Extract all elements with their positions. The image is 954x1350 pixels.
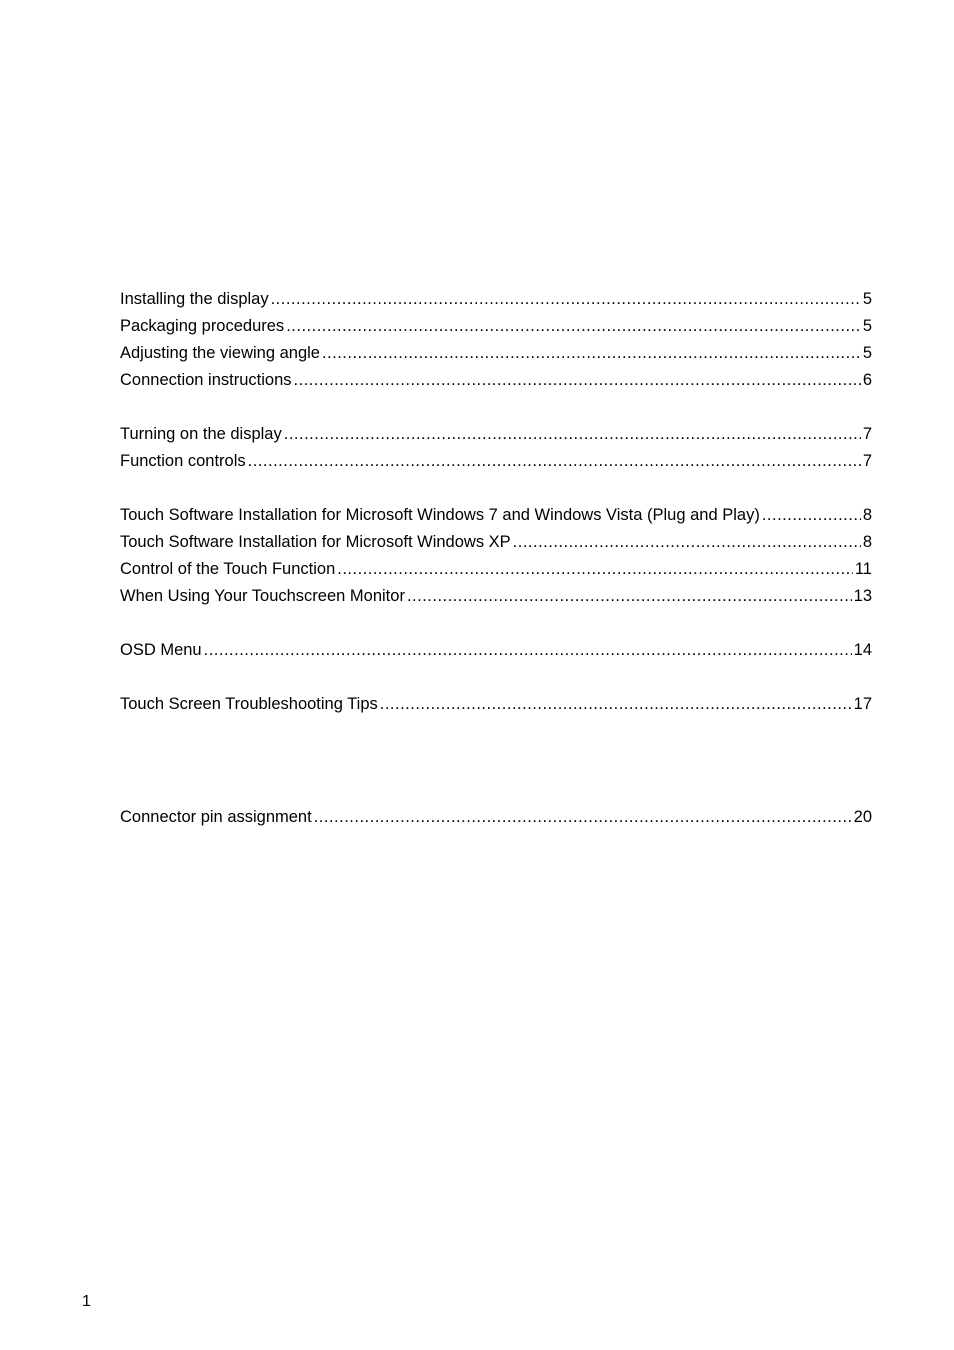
- toc-entry-title: Packaging procedures: [120, 317, 285, 335]
- toc-entry-title: Function controls: [120, 452, 246, 470]
- toc-entry-title: When Using Your Touchscreen Monitor: [120, 587, 405, 605]
- toc-entry-title: Touch Screen Troubleshooting Tips: [120, 695, 378, 713]
- toc-entry[interactable]: [120, 421, 872, 448]
- toc-entry-page: 20: [853, 808, 872, 826]
- toc-entry-page: 5: [862, 317, 872, 335]
- toc-entry[interactable]: [120, 313, 872, 340]
- toc-group-installation: [120, 286, 872, 394]
- toc-entry-page: 5: [862, 344, 872, 362]
- toc-group-troubleshooting: [120, 691, 872, 718]
- toc-entry-title: Connector pin assignment: [120, 808, 312, 826]
- toc-leader-dots: [314, 804, 852, 831]
- toc-group-touch-software: [120, 502, 872, 610]
- toc-entry-page: 8: [862, 533, 872, 551]
- toc-leader-dots: [286, 313, 861, 340]
- toc-entry-title: Installing the display: [120, 290, 269, 308]
- toc-entry-title: Touch Software Installation for Microsoft Windows XP: [120, 533, 511, 551]
- toc-leader-dots: [513, 529, 861, 556]
- toc-group-appendix: [120, 804, 872, 831]
- toc-leader-dots: [337, 556, 853, 583]
- toc-entry[interactable]: [120, 637, 872, 664]
- toc-entry-page: 17: [853, 695, 872, 713]
- table-of-contents: [120, 286, 872, 831]
- toc-entry-page: 14: [853, 641, 872, 659]
- page-number: 1: [82, 1293, 91, 1310]
- toc-entry-page: 6: [862, 371, 872, 389]
- toc-leader-dots: [271, 286, 861, 313]
- toc-entry-page: 7: [862, 452, 872, 470]
- toc-leader-dots: [762, 502, 861, 529]
- toc-entry[interactable]: [120, 556, 872, 583]
- toc-entry[interactable]: [120, 502, 872, 529]
- toc-entry-page: 5: [862, 290, 872, 308]
- toc-leader-dots: [294, 367, 861, 394]
- toc-entry-title: Turning on the display: [120, 425, 282, 443]
- toc-entry-title: OSD Menu: [120, 641, 202, 659]
- toc-leader-dots: [204, 637, 852, 664]
- toc-group-operation: [120, 421, 872, 475]
- toc-entry-title: Connection instructions: [120, 371, 292, 389]
- toc-entry-page: 7: [862, 425, 872, 443]
- toc-leader-dots: [407, 583, 852, 610]
- toc-entry[interactable]: [120, 367, 872, 394]
- toc-leader-dots: [380, 691, 852, 718]
- toc-entry[interactable]: [120, 448, 872, 475]
- toc-entry-page: 13: [853, 587, 872, 605]
- toc-group-osd: [120, 637, 872, 664]
- toc-leader-dots: [322, 340, 861, 367]
- toc-entry-title: Control of the Touch Function: [120, 560, 336, 578]
- toc-entry[interactable]: [120, 286, 872, 313]
- toc-leader-dots: [248, 448, 861, 475]
- toc-entry-title: Adjusting the viewing angle: [120, 344, 320, 362]
- toc-entry-title: Touch Software Installation for Microsoft Windows 7 and Windows Vista (Plug and Play): [120, 506, 760, 524]
- toc-entry-page: 8: [862, 506, 872, 524]
- toc-entry-page: 11: [854, 560, 872, 578]
- toc-entry[interactable]: [120, 340, 872, 367]
- toc-entry[interactable]: [120, 529, 872, 556]
- toc-entry[interactable]: [120, 583, 872, 610]
- toc-leader-dots: [284, 421, 861, 448]
- toc-entry[interactable]: [120, 804, 872, 831]
- toc-entry[interactable]: [120, 691, 872, 718]
